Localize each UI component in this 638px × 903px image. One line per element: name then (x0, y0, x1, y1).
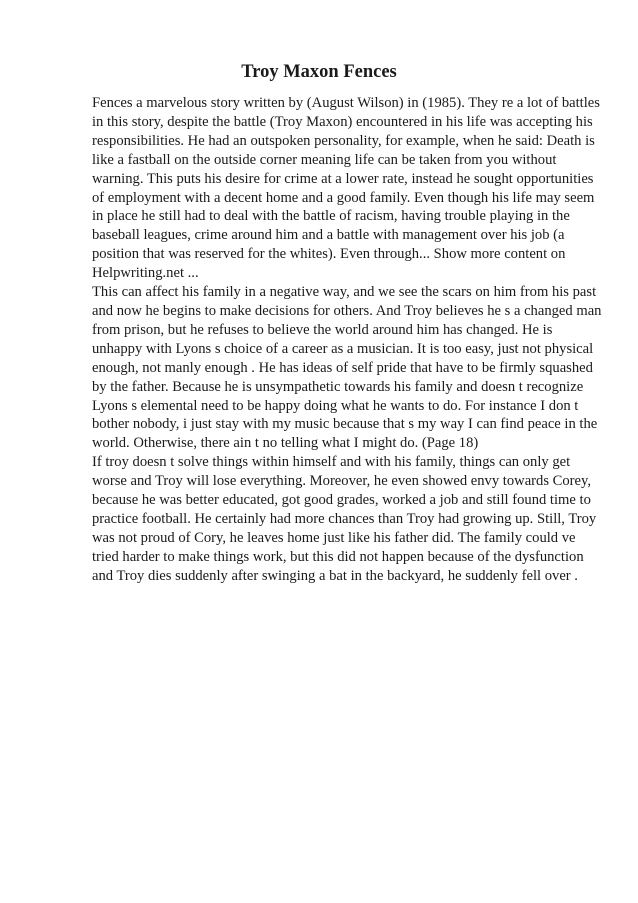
paragraph-2: This can affect his family in a negative way, and we see the scars on him from his past and now he begins to make decisions for others. And Troy believes he s a changed man from prison, but he refuses to believe the world around him has changed. He is unhappy with Lyons s choice of a career as a musician. It is too easy, just not physical enough, not manly enough . He has ideas of self pride that have to be firmly squashed by the father. Because he is unsympathetic towards his family and doesn t recognize Lyons s elemental need to be happy doing what he wants to do. For instance I don t bother nobody, i just stay with my music because that s my way I can find peace in the world. Otherwise, there ain t no telling what I might do. (Page 18) (92, 284, 602, 452)
paragraph-3: If troy doesn t solve things within himself and with his family, things can only get worse and Troy will lose everything. Moreover, he even showed envy towards Corey, because he was better educated, got good grades, worked a job and still found time to practice football. He certainly had more chances than Troy had growing up. Still, Troy was not proud of Cory, he leaves home just like his father did. The family could ve tried harder to make things work, but this did not happen because of the dysfunction and Troy dies suddenly after swinging a bat in the backyard, he suddenly fell over . (92, 454, 597, 584)
paragraph-1: Fences a marvelous story written by (August Wilson) in (1985). They re a lot of battles in this story, despite the battle (Troy Maxon) encountered in his life was accepting his responsibilities. He had an outspoken personality, for example, when he said: Death is like a fastball on the outside corner meaning life can be taken from you without warning. This puts his desire for crime at a lower rate, instead he sought opportunities of employment with a decent home and a good family. Even though his life may seem in place he still had to deal with the battle of racism, having trouble playing in the baseball leagues, crime around him and a battle with management over his job (a position that was reserved for the whites). Even through... Show more content on Helpwriting.net ... (92, 95, 600, 282)
document-body (92, 94, 602, 586)
document-title: Troy Maxon Fences (241, 62, 397, 82)
